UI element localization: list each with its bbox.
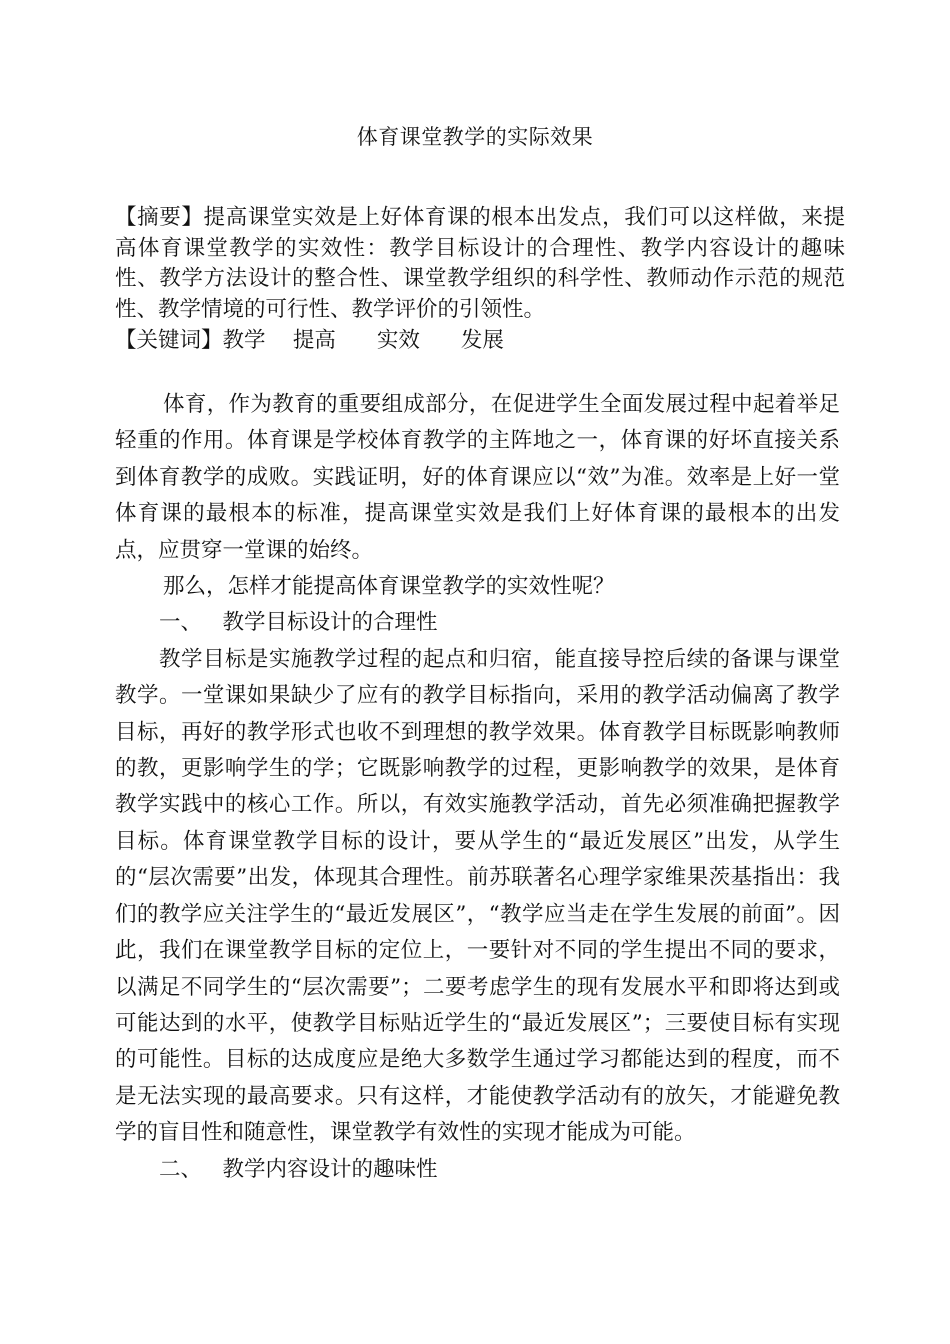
abstract-paragraph: 【摘要】提高课堂实效是上好体育课的根本出发点，我们可以这样做，来提高体育课堂教学的实效性：教学目标设计的合理性、教学内容设计的趣味性、教学方法设计的整合性、课堂教学组织的科学性、教师动作示范的规范性、教学情境的可行性、教学评价的引领性。	[115, 205, 845, 322]
question-paragraph: 那么，怎样才能提高体育课堂教学的实效性呢？	[163, 574, 615, 600]
keywords-line: 【关键词】教学 提高 实效 发展	[115, 328, 504, 353]
document-body	[115, 387, 840, 1188]
document-title: 体育课堂教学的实际效果	[356, 125, 594, 149]
section-heading-2: 二、 教学内容设计的趣味性	[159, 1156, 438, 1182]
section-1-paragraph: 教学目标是实施教学过程的起点和归宿，能直接导控后续的备课与课堂教学。一堂课如果缺少了应有的教学目标指向，采用的教学活动偏离了教学目标，再好的教学形式也收不到理想的教学效果。体育教学目标既影响教师的教，更影响学生的学；它既影响教学的过程，更影响教学的效果，是体育教学实践中的核心工作。所以，有效实施教学活动，首先必须准确把握教学目标。体育课堂教学目标的设计，要从学生的“最近发展区”出发，从学生的“层次需要”出发，体现其合理性。前苏联著名心理学家维果茨基指出：我们的教学应关注学生的“最近发展区”，“教学应当走在学生发展的前面”。因此，我们在课堂教学目标的定位上，一要针对不同的学生提出不同的要求，以满足不同学生的“层次需要”；二要考虑学生的现有发展水平和即将达到或可能达到的水平，使教学目标贴近学生的“最近发展区”；三要使目标有实现的可能性。目标的达成度应是绝大多数学生通过学习都能达到的程度，而不是无法实现的最高要求。只有这样，才能使教学活动有的放矢，才能避免教学的盲目性和随意性，课堂教学有效性的实现才能成为可能。	[115, 646, 840, 1146]
section-heading-1: 一、 教学目标设计的合理性	[159, 610, 438, 636]
intro-paragraph: 体育，作为教育的重要组成部分，在促进学生全面发展过程中起着举足轻重的作用。体育课是学校体育教学的主阵地之一，体育课的好坏直接关系到体育教学的成败。实践证明，好的体育课应以“效”为准。效率是上好一堂体育课的最根本的标准，提高课堂实效是我们上好体育课的最根本的出发点，应贯穿一堂课的始终。	[115, 392, 840, 563]
